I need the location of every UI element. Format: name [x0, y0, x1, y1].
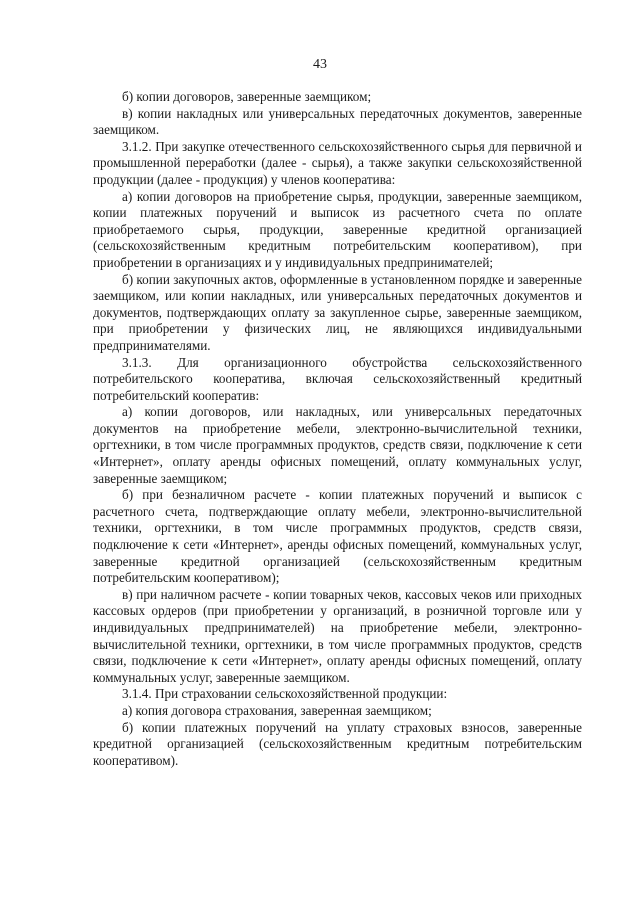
paragraph-3-1-3-b: б) при безналичном расчете - копии платежных поручений и выписок с расчетного счета, подтверждающие оплату мебели, электронно-вычислительной техники, оргтехники, в том числе программных продуктов, средств связи, подключение к сети «Интернет», аренды офисных помещений, коммунальных услуг, заверенные кредитной организацией (сельскохозяйственным кредитным потребительским кооперативом);	[93, 487, 582, 586]
paragraph-3-1-3-a: а) копии договоров, или накладных, или универсальных передаточных документов на приобретение мебели, электронно-вычислительной техники, оргтехники, в том числе программных продуктов, средств связи, подключение к сети «Интернет», оплату аренды офисных помещений, оплату коммунальных услуг, заверенные заемщиком;	[93, 404, 582, 486]
paragraph-v-invoices: в) копии накладных или универсальных передаточных документов, заверенные заемщиком.	[93, 105, 582, 138]
paragraph-3-1-2-a: а) копии договоров на приобретение сырья, продукции, заверенные заемщиком, копии платежных поручений и выписок из расчетного счета по оплате приобретаемого сырья, продукции, заверенные кредитной организацией (сельскохозяйственным кредитным потребительским кооперативом), при приобретении в организациях и у индивидуальных предпринимателей;	[93, 188, 582, 270]
paragraph-3-1-4-a: а) копия договора страхования, заверенная заемщиком;	[122, 702, 432, 718]
paragraph-3-1-3: 3.1.3. Для организационного обустройства сельскохозяйственного потребительского кооператива, включая сельскохозяйственный кредитный потребительский кооператив:	[93, 354, 582, 403]
document-body	[93, 89, 582, 769]
paragraph-3-1-4-b: б) копии платежных поручений на уплату страховых взносов, заверенные кредитной организацией (сельскохозяйственным кредитным потребительским кооперативом).	[93, 719, 582, 768]
paragraph-3-1-2: 3.1.2. При закупке отечественного сельскохозяйственного сырья для первичной и промышленной переработки (далее - сырья), а также закупки сельскохозяйственной продукции (далее - продукция) у членов кооператива:	[93, 138, 582, 187]
paragraph-b-contracts: б) копии договоров, заверенные заемщиком;	[122, 89, 372, 104]
paragraph-3-1-3-v: в) при наличном расчете - копии товарных чеков, кассовых чеков или приходных кассовых ордеров (при приобретении у организаций, в розничной торговле или у индивидуальных предпринимателей) на приобретение мебели, электронно-вычислительной техники, оргтехники, в том числе программных продуктов, средств связи, подключение к сети «Интернет», оплату аренды офисных помещений, оплату коммунальных услуг, заверенные заемщиком.	[93, 586, 582, 685]
paragraph-3-1-2-b: б) копии закупочных актов, оформленные в установленном порядке и заверенные заемщиком, или копии накладных, или универсальных передаточных документов и документов, подтверждающих оплату за закупленное сырье, заверенные заемщиком, при приобретении у физических лиц, не являющихся индивидуальными предпринимателями.	[93, 271, 582, 353]
paragraph-3-1-4: 3.1.4. При страховании сельскохозяйственной продукции:	[122, 686, 448, 702]
page-number: 43	[313, 57, 327, 72]
